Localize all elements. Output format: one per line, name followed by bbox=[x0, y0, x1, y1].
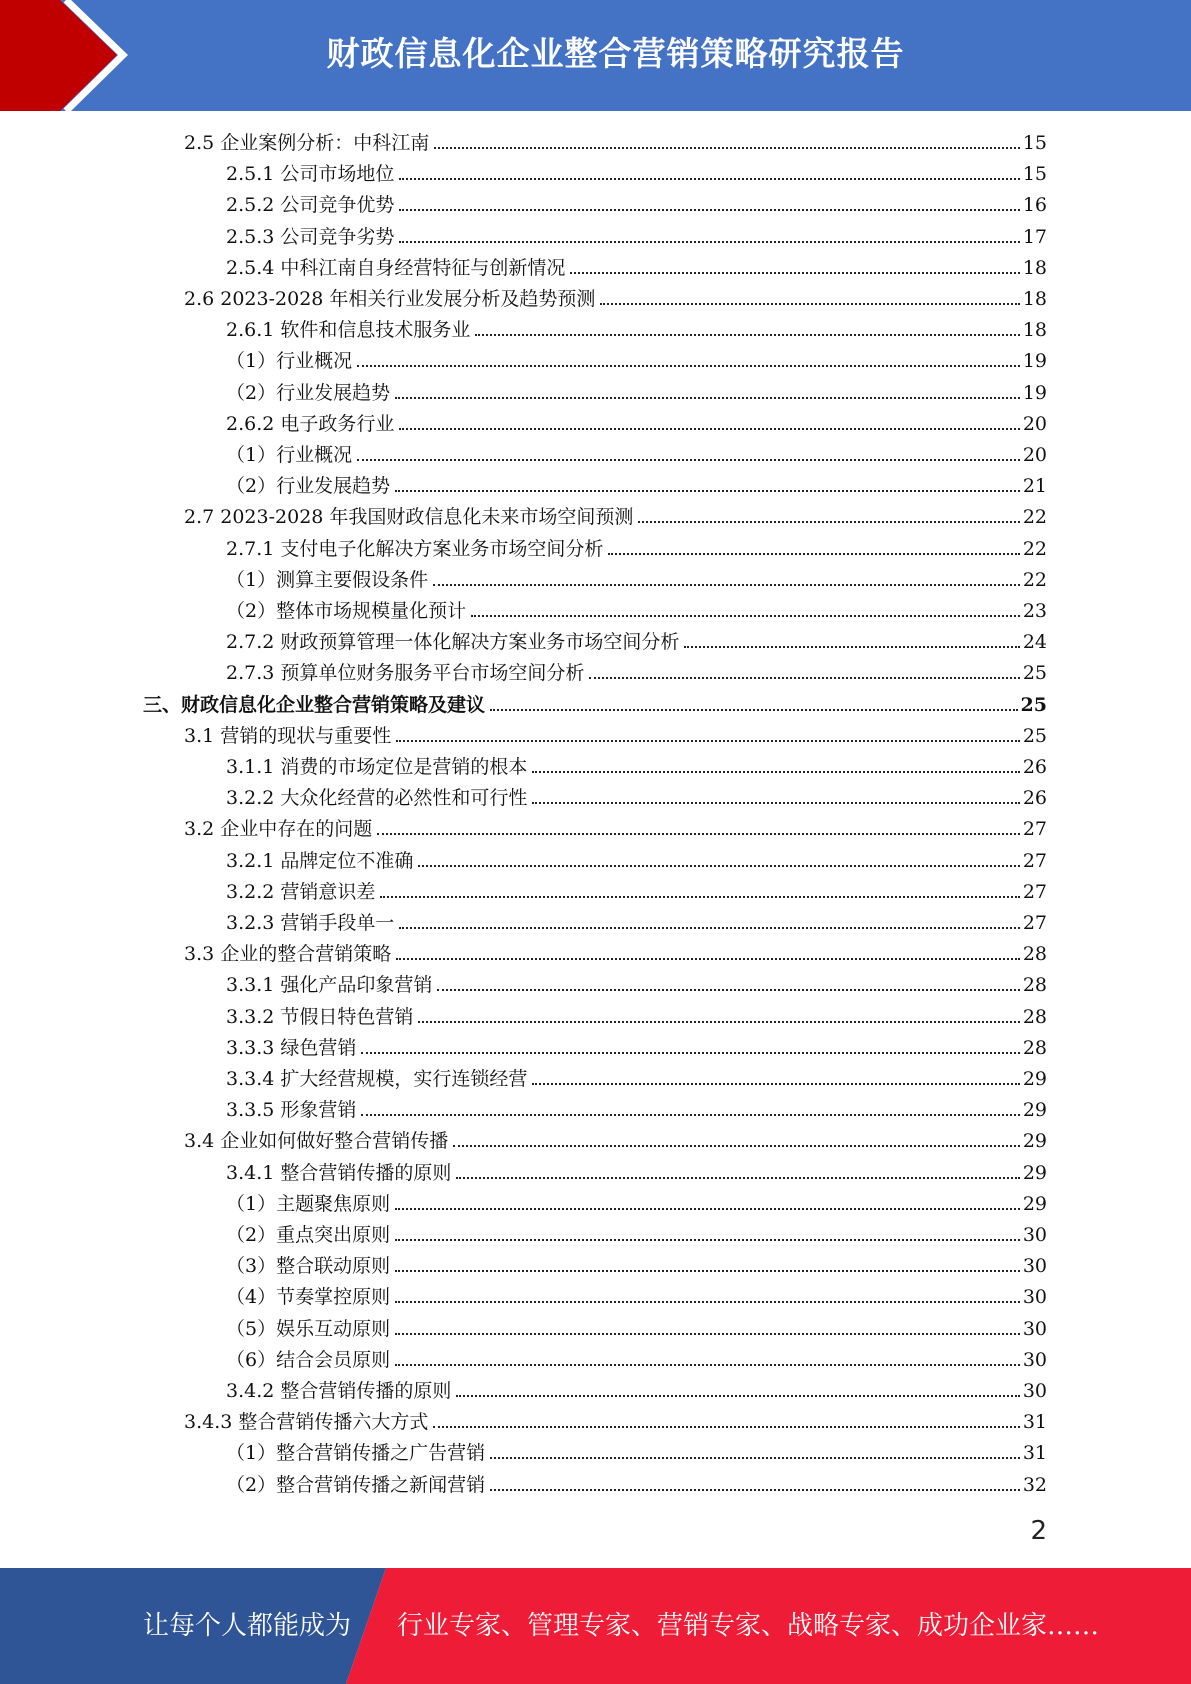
toc-dot-leader bbox=[395, 1350, 1020, 1366]
toc-entry-page: 20 bbox=[1022, 412, 1047, 435]
toc-entry-label: 2.6 2023-2028 年相关行业发展分析及趋势预测 bbox=[184, 288, 596, 310]
toc-entry-label: 3.4.1 整合营销传播的原则 bbox=[226, 1161, 452, 1184]
toc-entry-page: 15 bbox=[1022, 132, 1047, 154]
toc-dot-leader bbox=[361, 1100, 1019, 1116]
toc-entry[interactable] bbox=[226, 1376, 1047, 1406]
toc-entry-label: 3.4 企业如何做好整合营销传播 bbox=[184, 1130, 449, 1153]
toc-entry-label: 3.3.4 扩大经营规模，实行连锁经营 bbox=[226, 1068, 528, 1090]
toc-entry[interactable] bbox=[226, 1189, 1047, 1219]
toc-entry-label: 3.3.3 绿色营销 bbox=[226, 1036, 357, 1059]
toc-entry[interactable] bbox=[184, 128, 1047, 158]
toc-dot-leader bbox=[532, 757, 1019, 773]
toc-entry-label: 3.3 企业的整合营销策略 bbox=[184, 943, 392, 966]
toc-entry[interactable] bbox=[226, 190, 1047, 220]
toc-entry-page: 25 bbox=[1022, 662, 1047, 685]
toc-entry[interactable] bbox=[226, 471, 1047, 501]
toc-entry[interactable] bbox=[226, 1158, 1047, 1188]
toc-entry-label: 3.3.5 形象营销 bbox=[226, 1099, 357, 1122]
toc-dot-leader bbox=[395, 476, 1020, 492]
toc-entry-page: 25 bbox=[1022, 724, 1047, 747]
toc-dot-leader bbox=[357, 445, 1020, 461]
toc-dot-leader bbox=[471, 601, 1020, 617]
toc-dot-leader bbox=[380, 882, 1019, 898]
toc-entry-page: 29 bbox=[1022, 1161, 1047, 1184]
toc-entry[interactable] bbox=[226, 1251, 1047, 1281]
toc-entry-label: 2.5 企业案例分析：中科江南 bbox=[184, 132, 430, 154]
toc-entry-label: （1）行业概况 bbox=[226, 350, 353, 373]
toc-entry-page: 18 bbox=[1022, 256, 1047, 279]
toc-entry-label: （2）行业发展趋势 bbox=[226, 475, 391, 498]
toc-entry-label: 3.2.2 大众化经营的必然性和可行性 bbox=[226, 787, 528, 810]
toc-dot-leader bbox=[357, 351, 1020, 367]
toc-entry[interactable] bbox=[226, 1002, 1047, 1032]
toc-dot-leader bbox=[395, 1194, 1020, 1210]
toc-entry-label: 2.5.2 公司竞争优势 bbox=[226, 194, 395, 217]
toc-entry-label: 2.7.1 支付电子化解决方案业务市场空间分析 bbox=[226, 537, 604, 560]
toc-dot-leader bbox=[396, 726, 1020, 742]
toc-dot-leader bbox=[399, 164, 1019, 180]
toc-entry-label: 3.2.1 品牌定位不准确 bbox=[226, 849, 414, 872]
toc-entry-label: 2.5.3 公司竞争劣势 bbox=[226, 225, 395, 248]
toc-entry[interactable] bbox=[184, 1126, 1047, 1156]
toc-dot-leader bbox=[570, 258, 1019, 274]
toc-entry[interactable] bbox=[226, 1438, 1047, 1468]
toc-entry[interactable] bbox=[184, 1407, 1047, 1437]
toc-entry-label: （1）整合营销传播之广告营销 bbox=[226, 1442, 486, 1465]
toc-entry-label: 2.7 2023-2028 年我国财政信息化未来市场空间预测 bbox=[184, 506, 634, 529]
toc-entry[interactable] bbox=[226, 877, 1047, 907]
report-title: 财政信息化企业整合营销策略研究报告 bbox=[326, 34, 905, 73]
toc-entry-page: 30 bbox=[1022, 1255, 1047, 1278]
toc-entry-label: （1）主题聚焦原则 bbox=[226, 1192, 391, 1215]
toc-entry-label: 2.7.2 财政预算管理一体化解决方案业务市场空间分析 bbox=[226, 631, 680, 654]
page-number: 2 bbox=[1030, 1516, 1047, 1546]
toc-entry-label: （2）重点突出原则 bbox=[226, 1224, 391, 1246]
toc-entry-page: 29 bbox=[1022, 1130, 1047, 1153]
toc-entry-label: 2.7.3 预算单位财务服务平台市场空间分析 bbox=[226, 662, 585, 685]
toc-entry-page: 28 bbox=[1022, 943, 1047, 966]
toc-dot-leader bbox=[490, 1475, 1020, 1491]
toc-dot-leader bbox=[418, 851, 1019, 867]
toc-entry-page: 23 bbox=[1022, 600, 1047, 622]
toc-entry[interactable] bbox=[226, 752, 1047, 782]
toc-entry-label: （4）节奏掌控原则 bbox=[226, 1286, 391, 1309]
toc-entry-page: 21 bbox=[1022, 475, 1047, 498]
toc-entry-label: （1）测算主要假设条件 bbox=[226, 568, 429, 591]
toc-dot-leader bbox=[434, 133, 1020, 149]
toc-dot-leader bbox=[399, 227, 1019, 243]
toc-entry[interactable] bbox=[226, 1064, 1047, 1094]
toc-entry[interactable] bbox=[143, 690, 1047, 720]
toc-entry[interactable] bbox=[226, 1282, 1047, 1312]
toc-entry-label: （2）整体市场规模量化预计 bbox=[226, 600, 467, 622]
toc-entry-page: 26 bbox=[1022, 787, 1047, 810]
toc-entry[interactable] bbox=[184, 502, 1047, 532]
toc-entry-label: 3.2 企业中存在的问题 bbox=[184, 818, 373, 841]
toc-entry[interactable] bbox=[226, 159, 1047, 189]
toc-entry-page: 30 bbox=[1022, 1286, 1047, 1309]
toc-entry-label: 3.1 营销的现状与重要性 bbox=[184, 724, 392, 747]
toc-entry[interactable] bbox=[226, 378, 1047, 408]
toc-entry[interactable] bbox=[226, 534, 1047, 564]
report-header bbox=[0, 0, 1191, 111]
toc-entry-page: 19 bbox=[1022, 381, 1047, 404]
toc-entry[interactable] bbox=[226, 658, 1047, 688]
footer-slogan-right: 行业专家、管理专家、营销专家、战略专家、成功企业家…… bbox=[397, 1611, 1100, 1641]
toc-entry[interactable] bbox=[184, 721, 1047, 751]
toc-dot-leader bbox=[395, 1256, 1020, 1272]
toc-entry[interactable] bbox=[226, 908, 1047, 938]
toc-dot-leader bbox=[361, 1038, 1019, 1054]
toc-entry-label: （2）行业发展趋势 bbox=[226, 381, 391, 404]
toc-entry-page: 19 bbox=[1022, 350, 1047, 373]
toc-entry-page: 22 bbox=[1022, 506, 1047, 529]
toc-dot-leader bbox=[456, 1381, 1019, 1397]
toc-dot-leader bbox=[638, 507, 1019, 523]
toc-dot-leader bbox=[437, 975, 1019, 991]
toc-entry[interactable] bbox=[226, 1345, 1047, 1375]
toc-entry[interactable] bbox=[184, 939, 1047, 969]
toc-entry-page: 29 bbox=[1022, 1099, 1047, 1122]
toc-entry[interactable] bbox=[226, 1470, 1047, 1500]
toc-dot-leader bbox=[684, 632, 1019, 648]
toc-entry-page: 29 bbox=[1022, 1192, 1047, 1215]
toc-entry-page: 18 bbox=[1022, 319, 1047, 342]
toc-entry-page: 22 bbox=[1022, 537, 1047, 560]
toc-entry-page: 30 bbox=[1022, 1224, 1047, 1246]
toc-dot-leader bbox=[377, 819, 1020, 835]
toc-dot-leader bbox=[395, 1319, 1020, 1335]
toc-entry[interactable] bbox=[226, 253, 1047, 283]
toc-dot-leader bbox=[490, 695, 1018, 711]
toc-entry-page: 27 bbox=[1022, 849, 1047, 872]
toc-entry-label: （1）行业概况 bbox=[226, 444, 353, 466]
footer-banner bbox=[0, 1568, 1191, 1684]
toc-entry-label: 2.5.4 中科江南自身经营特征与创新情况 bbox=[226, 256, 566, 279]
toc-dot-leader bbox=[399, 414, 1019, 430]
toc-entry-label: 2.5.1 公司市场地位 bbox=[226, 163, 395, 186]
toc-entry-label: 3.1.1 消费的市场定位是营销的根本 bbox=[226, 756, 528, 778]
toc-entry-page: 30 bbox=[1022, 1380, 1047, 1402]
toc-dot-leader bbox=[399, 913, 1019, 929]
toc-dot-leader bbox=[608, 539, 1019, 555]
toc-dot-leader bbox=[395, 383, 1020, 399]
toc-entry[interactable] bbox=[184, 814, 1047, 844]
toc-entry[interactable] bbox=[226, 1314, 1047, 1344]
toc-entry-page: 17 bbox=[1022, 225, 1047, 248]
toc-entry-page: 28 bbox=[1022, 1005, 1047, 1028]
toc-entry-page: 26 bbox=[1022, 756, 1047, 778]
toc-entry-page: 31 bbox=[1022, 1411, 1047, 1434]
toc-entry-page: 18 bbox=[1022, 288, 1047, 310]
toc-entry[interactable] bbox=[226, 783, 1047, 813]
toc-entry-label: 3.2.3 营销手段单一 bbox=[226, 912, 395, 934]
toc-entry-label: 3.2.2 营销意识差 bbox=[226, 880, 376, 903]
toc-entry[interactable] bbox=[226, 1220, 1047, 1250]
toc-entry[interactable] bbox=[226, 315, 1047, 345]
toc-entry-page: 29 bbox=[1022, 1068, 1047, 1090]
toc-entry[interactable] bbox=[226, 970, 1047, 1000]
toc-entry[interactable] bbox=[226, 440, 1047, 470]
toc-entry-page: 28 bbox=[1022, 974, 1047, 997]
toc-entry-label: 2.6.1 软件和信息技术服务业 bbox=[226, 319, 471, 342]
toc-dot-leader bbox=[475, 320, 1019, 336]
toc-dot-leader bbox=[532, 788, 1019, 804]
toc-dot-leader bbox=[399, 195, 1019, 211]
toc-dot-leader bbox=[418, 1007, 1019, 1023]
toc-entry-label: 2.6.2 电子政务行业 bbox=[226, 412, 395, 435]
toc-entry-label: 三、财政信息化企业整合营销策略及建议 bbox=[143, 693, 486, 716]
toc-entry-label: 3.4.2 整合营销传播的原则 bbox=[226, 1380, 452, 1402]
toc-dot-leader bbox=[396, 944, 1020, 960]
toc-entry-page: 24 bbox=[1022, 631, 1047, 654]
toc-dot-leader bbox=[395, 1225, 1020, 1241]
toc-entry-page: 16 bbox=[1022, 194, 1047, 217]
toc-entry-page: 25 bbox=[1020, 693, 1047, 716]
toc-entry-label: （3）整合联动原则 bbox=[226, 1255, 391, 1278]
toc-dot-leader bbox=[433, 1412, 1019, 1428]
toc-dot-leader bbox=[456, 1163, 1019, 1179]
toc-entry[interactable] bbox=[226, 846, 1047, 876]
toc-entry-page: 27 bbox=[1022, 880, 1047, 903]
toc-entry[interactable] bbox=[226, 1095, 1047, 1125]
toc-dot-leader bbox=[600, 289, 1019, 305]
toc-entry[interactable] bbox=[226, 627, 1047, 657]
footer-slogan-left: 让每个人都能成为 bbox=[143, 1611, 352, 1641]
toc-entry-label: （5）娱乐互动原则 bbox=[226, 1317, 391, 1340]
toc-entry-label: （6）结合会员原则 bbox=[226, 1348, 391, 1371]
toc-entry-label: 3.3.1 强化产品印象营销 bbox=[226, 974, 433, 997]
toc-dot-leader bbox=[589, 663, 1019, 679]
toc-dot-leader bbox=[433, 570, 1020, 586]
toc-entry-label: 3.3.2 节假日特色营销 bbox=[226, 1005, 414, 1028]
toc-entry[interactable] bbox=[226, 222, 1047, 252]
toc-entry-page: 30 bbox=[1022, 1317, 1047, 1340]
toc-dot-leader bbox=[532, 1069, 1019, 1085]
toc-entry-page: 15 bbox=[1022, 163, 1047, 186]
toc-dot-leader bbox=[453, 1131, 1020, 1147]
toc-entry-page: 22 bbox=[1022, 568, 1047, 591]
toc-entry-page: 30 bbox=[1022, 1348, 1047, 1371]
toc-entry[interactable] bbox=[226, 1033, 1047, 1063]
toc-entry[interactable] bbox=[226, 596, 1047, 626]
toc-dot-leader bbox=[395, 1287, 1020, 1303]
toc-entry[interactable] bbox=[226, 346, 1047, 376]
toc-entry-page: 20 bbox=[1022, 444, 1047, 466]
toc-entry-page: 28 bbox=[1022, 1036, 1047, 1059]
toc-entry-page: 27 bbox=[1022, 912, 1047, 934]
toc-dot-leader bbox=[490, 1443, 1020, 1459]
toc-entry-label: （2）整合营销传播之新闻营销 bbox=[226, 1473, 486, 1496]
toc-entry-label: 3.4.3 整合营销传播六大方式 bbox=[184, 1411, 429, 1434]
toc-entry[interactable] bbox=[226, 565, 1047, 595]
toc-entry-page: 27 bbox=[1022, 818, 1047, 841]
toc-entry[interactable] bbox=[226, 409, 1047, 439]
toc-entry-page: 32 bbox=[1022, 1473, 1047, 1496]
toc-entry[interactable] bbox=[184, 284, 1047, 314]
toc-entry-page: 31 bbox=[1022, 1442, 1047, 1465]
